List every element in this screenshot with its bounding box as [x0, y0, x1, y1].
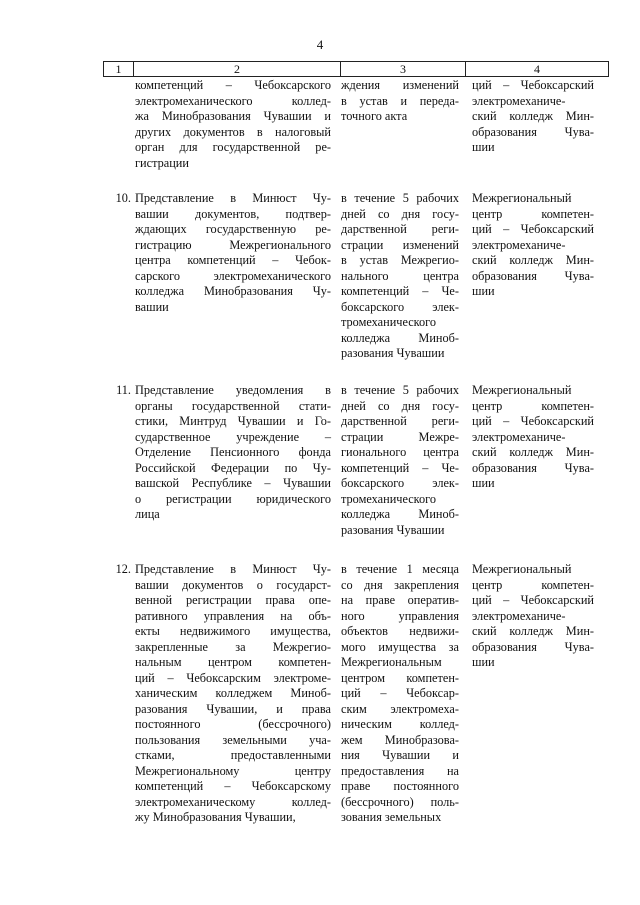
text-line: дней со дня госу- [341, 398, 459, 413]
row-10-deadline [341, 191, 459, 362]
header-col-3: 3 [341, 62, 466, 76]
text-line: ский колледж Мин- [472, 624, 594, 638]
text-line: закрепленные за Межрегио- [135, 639, 331, 654]
text-line: шии [472, 476, 495, 490]
text-line: компетенций – Чебоксарскому [135, 779, 331, 793]
text-line: пользования земельными уча- [135, 732, 331, 747]
text-line: о регистрации юридического [135, 491, 331, 506]
text-line: со дня закрепления [341, 577, 459, 592]
text-line: нального центра [341, 268, 459, 283]
text-line: ций – Чебоксарский [472, 222, 594, 236]
row-12-responsible [472, 562, 594, 671]
text-line: центр компетен- [472, 398, 594, 413]
text-line: дней со дня госу- [341, 206, 459, 221]
text-line: образования Чува- [472, 268, 594, 283]
text-line: зования земельных [341, 810, 442, 824]
text-line: электромеханического коллед- [135, 93, 331, 108]
text-line: органы государственной стати- [135, 398, 331, 413]
text-line: жем Минобразова- [341, 732, 459, 747]
text-line: точного акта [341, 109, 408, 123]
text-line: жу Минобразования Чувашии, [135, 810, 296, 824]
row-10-responsible [472, 191, 594, 300]
text-line: компетенций – Че- [341, 460, 459, 475]
text-line: Межрегиональному центру [135, 763, 331, 778]
row-11-responsible [472, 383, 594, 492]
text-line: электромеханиче- [472, 93, 566, 108]
text-line: Межрегиональный [472, 191, 572, 205]
text-line: стики, Минтруд Чувашии и Го- [135, 414, 331, 428]
text-line: вашии документов о государст- [135, 577, 331, 592]
text-line: Межрегиональным [341, 655, 442, 669]
text-line: орган для государственной ре- [135, 140, 331, 154]
text-line: компетенций – Че- [341, 284, 459, 298]
text-line: Российской Федерации по Чу- [135, 460, 331, 475]
row-12-action [135, 562, 331, 826]
row-12-number: 12. [115, 562, 131, 576]
text-line: екты недвижимого имущества, [135, 624, 331, 638]
text-line: постоянного (бессрочного) [135, 717, 331, 731]
text-line: гистрации [135, 155, 189, 170]
text-line: дарственной реги- [341, 414, 459, 428]
text-line: разования Чувашии [341, 346, 445, 360]
text-line: вашской Республике – Чувашии [135, 476, 331, 490]
text-line: образования Чува- [472, 460, 594, 475]
text-line: ния Чувашии и [341, 748, 459, 762]
text-line: гистрацию Межрегионального [135, 237, 331, 252]
text-line: Представление уведомления в [135, 383, 331, 397]
text-line: мого имущества за [341, 639, 459, 654]
text-line: центр компетен- [472, 206, 594, 221]
text-line: стками, предоставленными [135, 748, 331, 762]
text-line: венной регистрации права опе- [135, 593, 331, 607]
text-line: в течение 5 рабочих [341, 383, 459, 397]
text-line: ждения изменений [341, 78, 459, 92]
text-line: вашии документов, подтвер- [135, 206, 331, 221]
text-line: ного управления [341, 608, 459, 623]
text-line: электромеханическому коллед- [135, 794, 331, 809]
continuation-col2 [135, 78, 331, 171]
text-line: в течение 5 рабочих [341, 191, 459, 205]
text-line: ративного управления на объ- [135, 608, 331, 623]
text-line: колледжа Миноб- [341, 330, 459, 345]
text-line: (бессрочного) поль- [341, 794, 459, 809]
text-line: в течение 1 месяца [341, 562, 459, 576]
table-header-row [103, 61, 609, 77]
text-line: Межрегиональный [472, 383, 572, 397]
text-line: центра компетенций – Чебок- [135, 253, 331, 267]
text-line: ций – Чебоксарский [472, 593, 594, 607]
text-line: жа Минобразования Чувашии и [135, 109, 331, 123]
text-line: Отделение Пенсионного фонда [135, 445, 331, 459]
text-line: сударственное учреждение – [135, 429, 331, 444]
text-line: ским электромеха- [341, 701, 459, 716]
text-line: боксарского элек- [341, 476, 459, 490]
header-col-2: 2 [134, 62, 341, 76]
header-col-1: 1 [104, 62, 134, 76]
text-line: образования Чува- [472, 639, 594, 654]
page-number: 4 [316, 37, 324, 52]
row-10-number: 10. [115, 191, 131, 205]
text-line: на праве оператив- [341, 593, 459, 607]
header-col-4: 4 [534, 62, 540, 76]
text-line: других документов в налоговый [135, 124, 331, 139]
text-line: ский колледж Мин- [472, 445, 594, 459]
text-line: в устав и переда- [341, 93, 459, 108]
text-line: ский колледж Мин- [472, 109, 594, 123]
text-line: шии [472, 655, 495, 669]
text-line: Межрегиональный [472, 562, 572, 576]
row-11-deadline [341, 383, 459, 538]
text-line: ций – Чебоксарским электроме- [135, 670, 331, 685]
text-line: ждающих государственную ре- [135, 222, 331, 236]
row-11-number: 11. [116, 383, 131, 397]
text-line: лица [135, 507, 160, 521]
text-line: объектов недвижи- [341, 624, 459, 638]
text-line: ническим коллед- [341, 717, 459, 731]
text-line: страции Межре- [341, 429, 459, 444]
text-line: шии [472, 284, 495, 298]
continuation-col4 [472, 78, 594, 156]
text-line: центр компетен- [472, 577, 594, 592]
text-line: электромеханиче- [472, 237, 566, 252]
text-line: Представление в Минюст Чу- [135, 191, 331, 205]
text-line: вашии [135, 299, 169, 314]
text-line: боксарского элек- [341, 299, 459, 314]
text-line: ский колледж Мин- [472, 253, 594, 267]
continuation-col3 [341, 78, 459, 125]
row-12-deadline [341, 562, 459, 826]
text-line: ций – Чебоксарский [472, 78, 594, 92]
row-10-action [135, 191, 331, 315]
text-line: тромеханического [341, 315, 437, 329]
text-line: центром компетен- [341, 670, 459, 685]
text-line: ханическим колледжем Миноб- [135, 686, 331, 700]
text-line: дарственной реги- [341, 222, 459, 236]
text-line: колледжа Минобразования Чу- [135, 284, 331, 298]
text-line: электромеханиче- [472, 608, 566, 623]
row-11-action [135, 383, 331, 523]
text-line: колледжа Миноб- [341, 507, 459, 521]
text-line: гионального центра [341, 445, 459, 459]
text-line: предоставления на [341, 763, 459, 778]
text-line: в устав Межрегио- [341, 253, 459, 267]
text-line: праве постоянного [341, 779, 459, 793]
text-line: разования Чувашии [341, 522, 445, 537]
text-line: тромеханического [341, 491, 437, 506]
text-line: образования Чува- [472, 124, 594, 139]
text-line: ций – Чебоксар- [341, 686, 459, 700]
text-line: сарского электромеханического [135, 268, 331, 283]
text-line: Представление в Минюст Чу- [135, 562, 331, 576]
text-line: страции изменений [341, 237, 459, 252]
text-line: шии [472, 140, 495, 154]
text-line: разования Чувашии, и права [135, 701, 331, 716]
text-line: ций – Чебоксарский [472, 414, 594, 428]
text-line: электромеханиче- [472, 429, 566, 444]
text-line: нальным центром компетен- [135, 655, 331, 669]
text-line: компетенций – Чебоксарского [135, 78, 331, 92]
